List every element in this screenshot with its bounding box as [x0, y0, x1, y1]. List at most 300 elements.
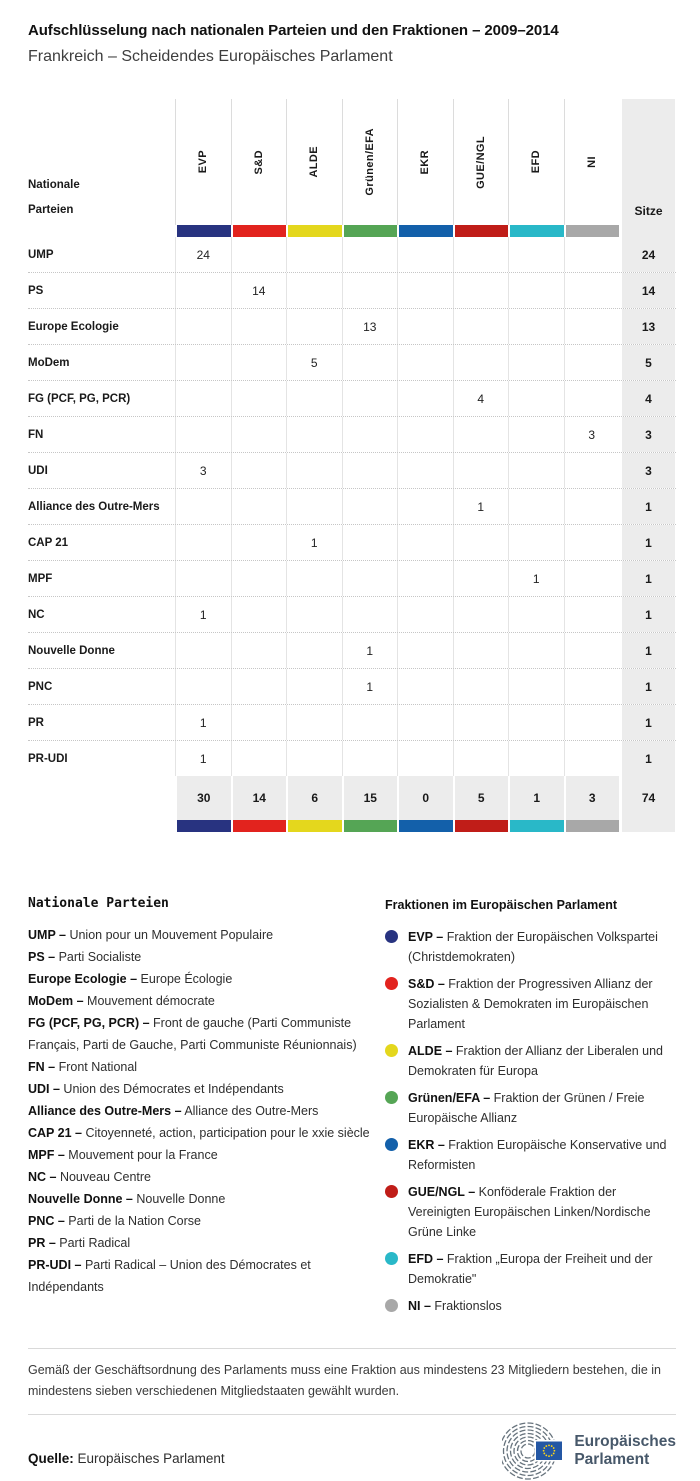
seat-value-cell [453, 345, 509, 380]
party-legend-item: FN – Front National [28, 1060, 138, 1074]
seat-value-cell: 3 [175, 453, 231, 488]
seat-value-cell: 1 [342, 633, 398, 668]
seat-value-cell [397, 381, 453, 416]
seat-value-cell [231, 345, 287, 380]
seat-value-cell [564, 561, 620, 596]
table-row [28, 488, 676, 524]
totals-row [28, 776, 676, 820]
group-color-swatch [231, 820, 287, 832]
party-abbr: MPF – [28, 1148, 65, 1162]
seat-value-cell [342, 453, 398, 488]
seat-value-cell [286, 417, 342, 452]
seat-value-cell [342, 741, 398, 776]
group-abbr: NI – [408, 1299, 431, 1313]
totals-spacer [28, 776, 175, 820]
legend-dot-icon [385, 1138, 398, 1151]
seat-value-cell [397, 309, 453, 344]
seat-value-cell [231, 237, 287, 272]
party-abbr: Europe Ecologie – [28, 972, 138, 986]
party-name: Alliance des Outre-Mers [28, 500, 160, 513]
legend-dot-icon [385, 1185, 398, 1198]
party-abbr: Alliance des Outre-Mers – [28, 1104, 182, 1118]
group-legend-item [385, 1296, 675, 1316]
source-line [28, 1437, 225, 1466]
seat-value-cell [397, 417, 453, 452]
group-color-band-top [28, 225, 676, 237]
party-legend-item: Nouvelle Donne – Nouvelle Donne [28, 1192, 226, 1206]
seat-value-cell [508, 597, 564, 632]
divider [28, 1348, 676, 1349]
row-seats-total: 3 [619, 453, 675, 488]
logo-wordmark [574, 1433, 676, 1469]
seat-value-cell [508, 237, 564, 272]
group-legend-text: GUE/NGL – Konföderale Fraktion der Vereinigten Europäischen Linken/Nordische Grüne Linke [408, 1185, 651, 1239]
table-body [28, 237, 676, 776]
seat-value-cell [397, 597, 453, 632]
source-text: Europäisches Parlament [77, 1450, 225, 1466]
seat-value-cell [397, 453, 453, 488]
group-legend-text: Grünen/EFA – Fraktion der Grünen / Freie Europäische Allianz [408, 1091, 645, 1125]
seat-value-cell [175, 273, 231, 308]
party-name: PR-UDI [28, 752, 68, 765]
group-column-header [453, 99, 509, 225]
seat-value-cell [175, 345, 231, 380]
total-seats-cell: 74 [619, 776, 675, 820]
seat-value-cell [453, 705, 509, 740]
divider [28, 1414, 676, 1415]
seat-value-cell [286, 381, 342, 416]
group-legend-text: EKR – Fraktion Europäische Konservative und Reformisten [408, 1138, 667, 1172]
group-column-label: GUE/NGL [474, 135, 487, 189]
table-row [28, 704, 676, 740]
party-name: NC [28, 608, 45, 621]
group-color-swatch [286, 225, 342, 237]
seat-value-cell [286, 741, 342, 776]
seat-value-cell [564, 237, 620, 272]
party-legend-item: Alliance des Outre-Mers – Alliance des Outre-Mers [28, 1104, 319, 1118]
seat-value-cell [342, 381, 398, 416]
table-row [28, 308, 676, 344]
national-parties-legend-list [28, 924, 375, 1298]
row-seats-total: 3 [619, 417, 675, 452]
seat-value-cell [231, 705, 287, 740]
seat-value-cell: 1 [453, 489, 509, 524]
seat-value-cell: 1 [175, 705, 231, 740]
seat-value-cell [453, 309, 509, 344]
seat-value-cell [564, 669, 620, 704]
seat-value-cell [508, 417, 564, 452]
groups-legend [385, 896, 675, 1323]
eu-flag-icon [536, 1442, 562, 1461]
row-seats-total: 1 [619, 489, 675, 524]
group-legend-text: EVP – Fraktion der Europäischen Volkspartei (Christdemokraten) [408, 930, 658, 964]
table-row [28, 668, 676, 704]
party-name: MPF [28, 572, 53, 585]
seat-value-cell [397, 273, 453, 308]
group-total-cell: 1 [508, 776, 564, 820]
group-color-swatch [508, 820, 564, 832]
seat-value-cell [508, 273, 564, 308]
group-column-label: EVP [197, 150, 210, 174]
legend-dot-icon [385, 930, 398, 943]
seat-value-cell [564, 381, 620, 416]
group-column-header [564, 99, 620, 225]
seat-value-cell [564, 633, 620, 668]
party-abbr: PR-UDI – [28, 1258, 82, 1272]
seat-value-cell [397, 705, 453, 740]
party-name: FN [28, 428, 44, 441]
european-parliament-logo [502, 1421, 676, 1481]
party-legend-item: PS – Parti Socialiste [28, 950, 142, 964]
party-name: CAP 21 [28, 536, 69, 549]
party-name: PR [28, 716, 44, 729]
party-name: FG (PCF, PG, PCR) [28, 392, 131, 405]
seat-value-cell [453, 669, 509, 704]
group-color-swatch [175, 225, 231, 237]
group-color-swatch [564, 820, 620, 832]
group-legend-text: NI – Fraktionslos [408, 1299, 502, 1313]
seat-value-cell [453, 561, 509, 596]
party-name: PNC [28, 680, 53, 693]
party-name: PS [28, 284, 44, 297]
seat-value-cell [286, 237, 342, 272]
party-name: UDI [28, 464, 48, 477]
legend-dot-icon [385, 1252, 398, 1265]
band-spacer [28, 820, 175, 832]
row-seats-total: 1 [619, 597, 675, 632]
party-legend-item: MoDem – Mouvement démocrate [28, 994, 215, 1008]
group-abbr: GUE/NGL – [408, 1185, 476, 1199]
party-name: UMP [28, 248, 54, 261]
seat-value-cell [342, 345, 398, 380]
party-abbr: UDI – [28, 1082, 60, 1096]
seat-value-cell: 13 [342, 309, 398, 344]
seat-value-cell [342, 597, 398, 632]
seat-value-cell [397, 525, 453, 560]
seat-value-cell [175, 489, 231, 524]
group-color-swatch [453, 225, 509, 237]
group-legend-item [385, 974, 675, 1034]
party-legend-item: UMP – Union pour un Mouvement Populaire [28, 928, 274, 942]
seat-value-cell [564, 453, 620, 488]
seat-value-cell [564, 705, 620, 740]
seat-value-cell [508, 345, 564, 380]
group-color-swatch [508, 225, 564, 237]
footer-row [28, 1421, 676, 1481]
party-legend-item: FG (PCF, PG, PCR) – Front de gauche (Parti Communiste Français, Parti de Gauche, Parti Communiste Réunionnais) [28, 1016, 357, 1052]
group-legend-item [385, 1088, 675, 1128]
group-column-header [508, 99, 564, 225]
group-total-cell: 14 [231, 776, 287, 820]
seat-value-cell [231, 309, 287, 344]
party-abbr: PNC – [28, 1214, 65, 1228]
seat-value-cell [508, 489, 564, 524]
group-column-label: NI [585, 156, 598, 168]
table-row [28, 560, 676, 596]
seat-value-cell [453, 237, 509, 272]
party-abbr: FN – [28, 1060, 56, 1074]
seat-value-cell [397, 345, 453, 380]
seat-value-cell [286, 633, 342, 668]
hemicycle-icon [502, 1421, 568, 1481]
seat-value-cell [564, 345, 620, 380]
seat-value-cell: 5 [286, 345, 342, 380]
groups-legend-list [385, 927, 675, 1316]
seat-value-cell [508, 633, 564, 668]
seat-value-cell [397, 633, 453, 668]
group-color-swatch [342, 820, 398, 832]
seat-value-cell [175, 417, 231, 452]
party-abbr: Nouvelle Donne – [28, 1192, 133, 1206]
row-seats-total: 1 [619, 741, 675, 776]
table-row [28, 344, 676, 380]
seat-value-cell [231, 525, 287, 560]
seat-value-cell [453, 633, 509, 668]
seat-value-cell [564, 741, 620, 776]
party-name: Europe Ecologie [28, 320, 119, 333]
seat-value-cell [286, 309, 342, 344]
seat-value-cell: 1 [175, 597, 231, 632]
seat-value-cell: 4 [453, 381, 509, 416]
group-total-cell: 3 [564, 776, 620, 820]
seat-value-cell [286, 453, 342, 488]
party-abbr: MoDem – [28, 994, 84, 1008]
legend-dot-icon [385, 1299, 398, 1312]
seats-table [28, 99, 676, 832]
party-abbr: FG (PCF, PG, PCR) – [28, 1016, 150, 1030]
table-row [28, 596, 676, 632]
party-abbr: PS – [28, 950, 56, 964]
row-seats-total: 5 [619, 345, 675, 380]
group-total-cell: 6 [286, 776, 342, 820]
party-legend-item: MPF – Mouvement pour la France [28, 1148, 218, 1162]
seat-value-cell: 24 [175, 237, 231, 272]
row-seats-total: 13 [619, 309, 675, 344]
seat-value-cell [342, 489, 398, 524]
seat-value-cell [453, 453, 509, 488]
group-total-cell: 5 [453, 776, 509, 820]
group-color-swatch [175, 820, 231, 832]
table-row [28, 380, 676, 416]
seat-value-cell [508, 705, 564, 740]
party-name: Nouvelle Donne [28, 644, 115, 657]
group-column-header [175, 99, 231, 225]
row-seats-total: 4 [619, 381, 675, 416]
row-seats-total: 1 [619, 561, 675, 596]
seat-value-cell [342, 705, 398, 740]
party-legend-item: CAP 21 – Citoyenneté, action, participation pour le xxie siècle [28, 1126, 370, 1140]
seat-value-cell: 1 [508, 561, 564, 596]
group-color-swatch [453, 820, 509, 832]
seat-value-cell [453, 525, 509, 560]
seat-value-cell [231, 669, 287, 704]
national-parties-legend [28, 896, 375, 1323]
row-seats-total: 1 [619, 633, 675, 668]
table-row [28, 632, 676, 668]
group-abbr: EVP – [408, 930, 444, 944]
seat-value-cell [231, 381, 287, 416]
group-color-swatch [342, 225, 398, 237]
seat-value-cell [397, 669, 453, 704]
seats-column-band [619, 820, 675, 832]
seat-value-cell [286, 705, 342, 740]
group-column-label: ALDE [308, 146, 321, 178]
seat-value-cell [231, 741, 287, 776]
seat-value-cell [508, 741, 564, 776]
group-abbr: S&D – [408, 977, 445, 991]
seat-value-cell [453, 741, 509, 776]
row-header-cell [28, 99, 175, 225]
seat-value-cell [453, 417, 509, 452]
group-column-header [397, 99, 453, 225]
page-title: Aufschlüsselung nach nationalen Parteien und den Fraktionen – 2009–2014 [28, 22, 559, 39]
group-column-label: EFD [530, 150, 543, 174]
seat-value-cell [397, 561, 453, 596]
group-color-swatch [286, 820, 342, 832]
seat-value-cell [231, 453, 287, 488]
group-total-cell: 15 [342, 776, 398, 820]
party-legend-item: PNC – Parti de la Nation Corse [28, 1214, 202, 1228]
group-legend-item [385, 1182, 675, 1242]
seat-value-cell [286, 489, 342, 524]
group-column-label: Grünen/EFA [363, 128, 376, 196]
seat-value-cell [342, 561, 398, 596]
party-legend-item: NC – Nouveau Centre [28, 1170, 151, 1184]
group-abbr: ALDE – [408, 1044, 453, 1058]
legend-dot-icon [385, 977, 398, 990]
group-color-swatch [231, 225, 287, 237]
seat-value-cell [231, 417, 287, 452]
seat-value-cell [508, 453, 564, 488]
party-abbr: UMP – [28, 928, 66, 942]
seat-value-cell: 1 [175, 741, 231, 776]
row-seats-total: 1 [619, 525, 675, 560]
group-abbr: EFD – [408, 1252, 444, 1266]
group-color-swatch [397, 820, 453, 832]
legend-dot-icon [385, 1091, 398, 1104]
table-row [28, 452, 676, 488]
seats-column-header: Sitze [619, 99, 675, 225]
seat-value-cell: 3 [564, 417, 620, 452]
seat-value-cell [453, 273, 509, 308]
party-legend-item: PR-UDI – Parti Radical – Union des Démocrates et Indépendants [28, 1258, 311, 1294]
seat-value-cell [342, 273, 398, 308]
party-legend-item: UDI – Union des Démocrates et Indépendants [28, 1082, 284, 1096]
legend-section [28, 896, 676, 1323]
table-row [28, 416, 676, 452]
row-seats-total: 1 [619, 669, 675, 704]
group-total-cell: 0 [397, 776, 453, 820]
logo-line1: Europäisches [574, 1433, 676, 1450]
seat-value-cell [231, 489, 287, 524]
group-legend-item [385, 1041, 675, 1081]
groups-legend-heading: Fraktionen im Europäischen Parlament [385, 898, 618, 912]
group-abbr: Grünen/EFA – [408, 1091, 491, 1105]
seat-value-cell: 1 [342, 669, 398, 704]
group-color-band-bottom [28, 820, 676, 832]
group-legend-item [385, 1135, 675, 1175]
seat-value-cell: 14 [231, 273, 287, 308]
seat-value-cell [564, 489, 620, 524]
seat-value-cell [564, 525, 620, 560]
row-seats-total: 1 [619, 705, 675, 740]
party-abbr: CAP 21 – [28, 1126, 82, 1140]
seat-value-cell [175, 669, 231, 704]
seat-value-cell [175, 633, 231, 668]
seat-value-cell [231, 633, 287, 668]
seat-value-cell [564, 273, 620, 308]
seat-value-cell [397, 237, 453, 272]
seat-value-cell [286, 597, 342, 632]
seat-value-cell [508, 525, 564, 560]
legend-dot-icon [385, 1044, 398, 1057]
party-abbr: PR – [28, 1236, 56, 1250]
seat-value-cell [397, 741, 453, 776]
row-header-label: Nationale Parteien [28, 179, 80, 216]
group-column-header [342, 99, 398, 225]
seat-value-cell [286, 561, 342, 596]
party-abbr: NC – [28, 1170, 57, 1184]
table-row [28, 237, 676, 272]
seat-value-cell [342, 237, 398, 272]
seat-value-cell [231, 561, 287, 596]
row-seats-total: 24 [619, 237, 675, 272]
seat-value-cell [175, 561, 231, 596]
seat-value-cell [231, 597, 287, 632]
seat-value-cell [175, 309, 231, 344]
table-header-row [28, 99, 676, 225]
seat-value-cell [564, 597, 620, 632]
table-row [28, 524, 676, 560]
seat-value-cell [175, 525, 231, 560]
seat-value-cell [397, 489, 453, 524]
seat-value-cell [453, 597, 509, 632]
row-seats-total: 14 [619, 273, 675, 308]
group-column-header [231, 99, 287, 225]
group-column-header [286, 99, 342, 225]
source-label: Quelle: [28, 1450, 74, 1466]
seat-value-cell [508, 309, 564, 344]
footnote: Gemäß der Geschäftsordnung des Parlaments muss eine Fraktion aus mindestens 23 Mitgliedern bestehen, die in mindestens sieben verschiedenen Mitgliedstaaten gewählt wurden. [28, 1363, 661, 1398]
seat-value-cell: 1 [286, 525, 342, 560]
national-parties-legend-heading: Nationale Parteien [28, 896, 169, 911]
group-legend-item [385, 1249, 675, 1289]
party-name: MoDem [28, 356, 70, 369]
seat-value-cell [342, 417, 398, 452]
group-color-swatch [564, 225, 620, 237]
group-legend-text: ALDE – Fraktion der Allianz der Liberalen und Demokraten für Europa [408, 1044, 663, 1078]
seat-value-cell [286, 273, 342, 308]
party-legend-item: Europe Ecologie – Europe Écologie [28, 972, 233, 986]
seat-value-cell [508, 381, 564, 416]
table-row [28, 740, 676, 776]
seat-value-cell [286, 669, 342, 704]
group-column-label: S&D [252, 149, 265, 175]
group-abbr: EKR – [408, 1138, 445, 1152]
band-spacer [28, 225, 175, 237]
group-column-label: EKR [419, 149, 432, 175]
group-color-swatch [397, 225, 453, 237]
seat-value-cell [508, 669, 564, 704]
party-legend-item: PR – Parti Radical [28, 1236, 131, 1250]
seat-value-cell [564, 309, 620, 344]
page-subtitle: Frankreich – Scheidendes Europäisches Parlament [28, 48, 393, 65]
group-total-cell: 30 [175, 776, 231, 820]
group-legend-text: EFD – Fraktion „Europa der Freiheit und der Demokratie" [408, 1252, 653, 1286]
table-row [28, 272, 676, 308]
seat-value-cell [342, 525, 398, 560]
group-legend-text: S&D – Fraktion der Progressiven Allianz der Sozialisten & Demokraten im Europäischen Parlament [408, 977, 653, 1031]
